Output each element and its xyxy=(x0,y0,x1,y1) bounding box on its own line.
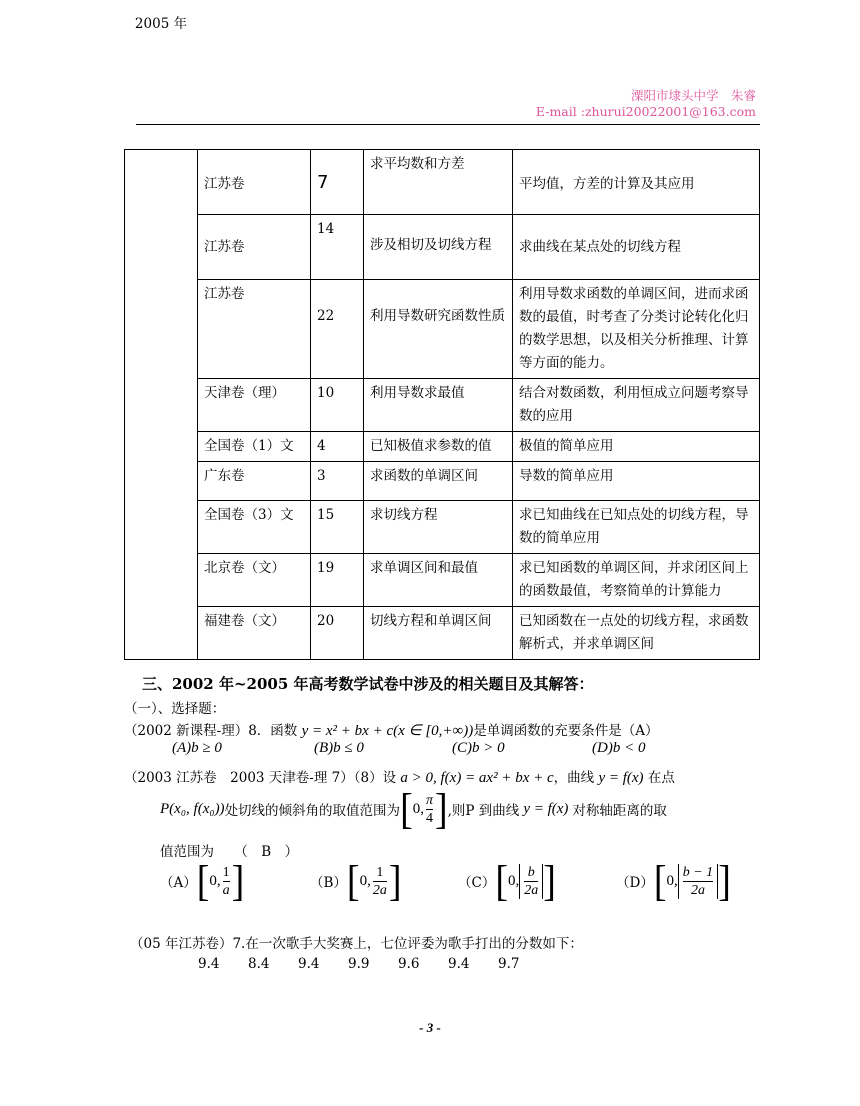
topic-cell xyxy=(364,607,513,660)
source-cell xyxy=(198,379,311,432)
note-cell xyxy=(513,432,760,462)
topic-cell xyxy=(364,379,513,432)
fraction-numerator: b xyxy=(527,864,535,880)
fraction-denominator: 2a xyxy=(690,882,705,898)
q2-suffix: 在点 xyxy=(647,770,675,786)
table-row xyxy=(125,150,760,215)
subsection-title: （一）、选择题： xyxy=(124,701,226,717)
question-3: （05 年江苏卷）7.在一次歌手大奖赛上，七位评委为歌手打出的分数如下： xyxy=(130,936,583,952)
right-bracket-glyph: ] xyxy=(543,856,556,906)
score-value: 9.4 xyxy=(448,956,470,972)
note-cell xyxy=(513,215,760,280)
table-row xyxy=(125,379,760,432)
score-value: 9.9 xyxy=(348,956,370,972)
note-text: 平均值，方差的计算及其应用 xyxy=(519,176,695,192)
q1-prefix: （2002 新课程-理）8．函数 xyxy=(124,723,298,739)
q2-options xyxy=(160,856,740,912)
table-row xyxy=(125,432,760,462)
absolute-value xyxy=(678,864,718,899)
topic-text: 利用导数求最值 xyxy=(370,385,465,401)
number-text: 4 xyxy=(317,438,326,454)
number-text: 7 xyxy=(317,172,329,193)
fraction-denominator: a xyxy=(222,882,230,898)
number-cell xyxy=(311,150,364,215)
number-cell xyxy=(311,215,364,280)
absolute-value xyxy=(519,864,543,899)
right-bracket-glyph: ] xyxy=(434,784,448,834)
score-value: 9.4 xyxy=(298,956,320,972)
number-text: 22 xyxy=(317,308,335,324)
q2-line-2 xyxy=(160,784,667,834)
topic-text: 求单调区间和最值 xyxy=(370,560,478,576)
number-text: 3 xyxy=(317,468,326,484)
header-email: E-mail :zhurui20022001@163.com xyxy=(535,104,756,119)
topic-cell xyxy=(364,554,513,607)
option-fraction xyxy=(683,864,713,899)
section-title: 三、2002 年~2005 年高考数学试卷中涉及的相关题目及其解答： xyxy=(142,675,594,693)
topic-text: 已知极值求参数的值 xyxy=(370,438,492,454)
note-cell xyxy=(513,554,760,607)
q2-answer-line: 值范围为 （ B ） xyxy=(160,844,299,860)
q2-line2-c: ,则P 到曲线 xyxy=(447,803,520,819)
number-cell xyxy=(311,280,364,379)
source-cell xyxy=(198,432,311,462)
q1-option-b: (B)b ≤ 0 xyxy=(314,740,364,756)
q2-formula: a > 0, f(x) = ax² + bx + c xyxy=(400,770,554,786)
q1-option-c: (C)b > 0 xyxy=(452,740,505,756)
source-text: 江苏卷 xyxy=(204,286,245,302)
number-cell xyxy=(311,501,364,554)
table-row xyxy=(125,501,760,554)
source-cell xyxy=(198,607,311,660)
q2-option-label: （B） xyxy=(310,875,347,891)
q2-range-bracket xyxy=(400,784,448,834)
q1-option-a: (A)b ≥ 0 xyxy=(172,740,222,756)
q2-point: P(x₀, f(x₀)) xyxy=(160,800,225,817)
source-text: 全国卷（1）文 xyxy=(204,438,294,454)
q2-option-label: （C） xyxy=(458,875,496,891)
source-text: 全国卷（3）文 xyxy=(204,507,294,523)
q2-curve-2: y = f(x) xyxy=(523,800,569,817)
source-cell xyxy=(198,462,311,501)
q2-option-label: （D） xyxy=(616,875,654,891)
option-fraction xyxy=(223,864,230,899)
q2-option-b xyxy=(310,856,402,906)
option-zero: 0, xyxy=(359,872,371,889)
q1-option-d: (D)b < 0 xyxy=(592,740,646,756)
note-text: 结合对数函数，利用恒成立问题考察导数的应用 xyxy=(519,385,749,424)
source-text: 福建卷（文） xyxy=(204,613,285,629)
number-cell xyxy=(311,462,364,501)
note-text: 求曲线在某点处的切线方程 xyxy=(519,239,681,255)
page-number: - 3 - xyxy=(419,1020,441,1035)
option-zero: 0, xyxy=(666,872,678,889)
note-cell xyxy=(513,607,760,660)
source-text: 天津卷（理） xyxy=(204,385,285,401)
option-zero: 0, xyxy=(209,872,221,889)
note-text: 求已知函数的单调区间，并求闭区间上的函数最值，考察简单的计算能力 xyxy=(519,560,749,599)
fraction-numerator: π xyxy=(425,792,433,808)
note-cell xyxy=(513,150,760,215)
fraction-numerator: 1 xyxy=(222,864,230,880)
q2-option-c xyxy=(458,856,556,906)
number-cell xyxy=(311,379,364,432)
q2-mid: ，曲线 xyxy=(553,770,595,786)
q2-option-a xyxy=(160,856,245,906)
topic-text: 涉及相切及切线方程 xyxy=(370,237,492,253)
topic-text: 求切线方程 xyxy=(370,507,438,523)
source-text: 广东卷 xyxy=(204,468,245,484)
number-text: 20 xyxy=(317,613,335,629)
source-cell xyxy=(198,150,311,215)
left-bracket-glyph: [ xyxy=(653,856,667,906)
number-text: 10 xyxy=(317,385,335,401)
right-bracket-glyph: ] xyxy=(231,856,245,906)
range-zero: 0, xyxy=(412,800,424,817)
score-list xyxy=(198,956,548,972)
q2-option-label: （A） xyxy=(160,875,197,891)
q2-line2-e: 对称轴距离的取 xyxy=(572,803,667,819)
topic-cell xyxy=(364,462,513,501)
note-cell xyxy=(513,280,760,379)
note-text: 求已知曲线在已知点处的切线方程，导数的简单应用 xyxy=(519,507,749,546)
number-text: 15 xyxy=(317,507,335,523)
topic-cell xyxy=(364,432,513,462)
year-label: 2005 年 xyxy=(134,16,188,32)
table-row xyxy=(125,607,760,660)
source-text: 北京卷（文） xyxy=(204,560,285,576)
table-row xyxy=(125,280,760,379)
fraction-numerator: 1 xyxy=(376,864,384,880)
source-cell xyxy=(198,215,311,280)
page-header xyxy=(536,88,756,120)
source-cell xyxy=(198,554,311,607)
question-1 xyxy=(124,719,658,740)
note-text: 已知函数在一点处的切线方程，求函数解析式，并求单调区间 xyxy=(519,613,749,652)
q1-suffix: 是单调函数的充要条件是（A） xyxy=(473,723,659,739)
topic-text: 求函数的单调区间 xyxy=(370,468,478,484)
number-text: 14 xyxy=(317,221,335,237)
note-cell xyxy=(513,501,760,554)
topic-cell xyxy=(364,280,513,379)
source-cell xyxy=(198,280,311,379)
note-cell xyxy=(513,462,760,501)
source-cell xyxy=(198,501,311,554)
year-cell xyxy=(125,16,198,660)
left-bracket-glyph: [ xyxy=(196,856,210,906)
q2-prefix: （2003 江苏卷 2003 天津卷-理 7）（8）设 xyxy=(124,770,397,786)
number-cell xyxy=(311,554,364,607)
fraction-numerator: b − 1 xyxy=(682,864,714,880)
table-row xyxy=(125,554,760,607)
number-cell xyxy=(311,607,364,660)
fraction-denominator: 2a xyxy=(524,882,539,898)
number-text: 19 xyxy=(317,560,335,576)
topic-cell xyxy=(364,215,513,280)
topic-text: 切线方程和单调区间 xyxy=(370,613,492,629)
left-bracket-glyph: [ xyxy=(346,856,360,906)
table-row xyxy=(125,215,760,280)
header-rule xyxy=(136,124,760,125)
left-bracket-glyph: [ xyxy=(400,784,413,834)
topic-cell xyxy=(364,150,513,215)
q2-angle-text: 处切线的倾斜角的取值范围为 xyxy=(224,803,401,819)
left-bracket-glyph: [ xyxy=(495,856,508,906)
note-text: 导数的简单应用 xyxy=(519,468,614,484)
q2-curve: y = f(x) xyxy=(598,770,644,786)
option-zero: 0, xyxy=(508,872,520,889)
fraction-denominator: 2a xyxy=(372,882,387,898)
score-value: 9.6 xyxy=(398,956,420,972)
topic-text: 利用导数研究函数性质 xyxy=(370,308,505,324)
note-text: 利用导数求函数的单调区间，进而求函数的最值，时考查了分类讨论转化化归的数学思想，以及相关分析推理、计算等方面的能力。 xyxy=(519,286,749,371)
question-2 xyxy=(124,766,675,787)
topic-cell xyxy=(364,501,513,554)
source-text: 江苏卷 xyxy=(204,176,245,192)
source-text: 江苏卷 xyxy=(204,239,245,255)
score-value: 9.4 xyxy=(198,956,220,972)
score-value: 9.7 xyxy=(498,956,520,972)
option-fraction xyxy=(524,864,538,899)
pi-over-4-fraction xyxy=(426,792,433,827)
q2-option-d xyxy=(616,856,731,906)
option-fraction xyxy=(373,864,387,899)
right-bracket-glyph: ] xyxy=(388,856,402,906)
table-row xyxy=(125,462,760,501)
header-author: 溧阳市埭头中学 朱睿 xyxy=(630,88,756,103)
topic-text: 求平均数和方差 xyxy=(370,156,465,172)
note-text: 极值的简单应用 xyxy=(519,438,614,454)
right-bracket-glyph: ] xyxy=(718,856,731,906)
number-cell xyxy=(311,432,364,462)
score-value: 8.4 xyxy=(248,956,270,972)
q1-formula: y = x² + bx + c(x ∈ [0,+∞)) xyxy=(301,723,474,739)
note-cell xyxy=(513,379,760,432)
fraction-denominator: 4 xyxy=(425,810,433,826)
